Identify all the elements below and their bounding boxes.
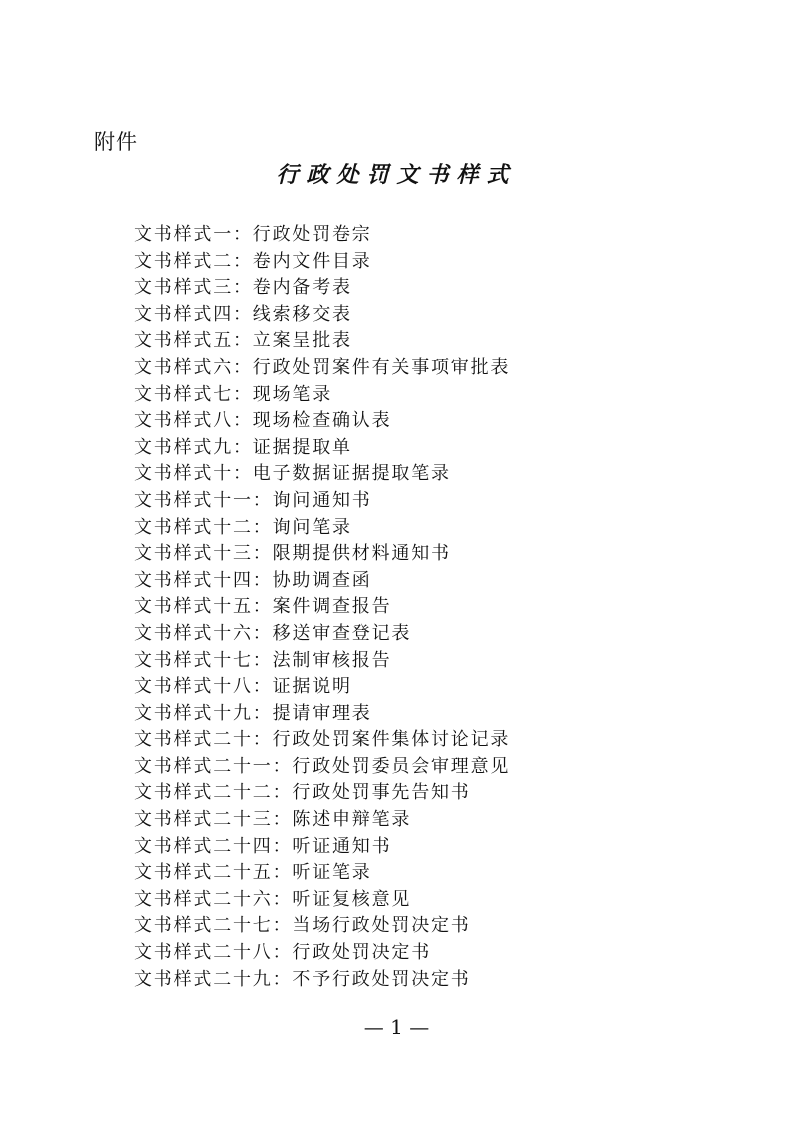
attachment-label: 附件	[94, 130, 138, 154]
list-item: 文书样式十八：证据说明	[134, 676, 352, 698]
list-item: 文书样式二十七：当场行政处罚决定书	[134, 915, 471, 937]
list-item: 文书样式二十三：陈述申辩笔录	[134, 809, 412, 831]
list-item: 文书样式七：现场笔录	[134, 383, 332, 405]
page-number: — 1 —	[363, 1015, 430, 1039]
list-item: 文书样式十：电子数据证据提取笔录	[134, 463, 451, 485]
list-item: 文书样式十一：询问通知书	[134, 489, 372, 511]
list-item: 文书样式二十五：听证笔录	[134, 862, 372, 884]
list-item: 文书样式十九：提请审理表	[134, 702, 372, 724]
list-item: 文书样式十三：限期提供材料通知书	[134, 543, 451, 565]
list-item: 文书样式十五：案件调查报告	[134, 596, 392, 618]
list-item: 文书样式四：线索移交表	[134, 303, 352, 325]
list-item: 文书样式二十八：行政处罚决定书	[134, 942, 431, 964]
list-item: 文书样式五：立案呈批表	[134, 330, 352, 352]
list-item: 文书样式二十四：听证通知书	[134, 835, 392, 857]
list-item: 文书样式六：行政处罚案件有关事项审批表	[134, 356, 511, 378]
list-item: 文书样式八：现场检查确认表	[134, 410, 392, 432]
list-item: 文书样式十二：询问笔录	[134, 516, 352, 538]
list-item: 文书样式二：卷内文件目录	[134, 250, 372, 272]
list-item: 文书样式二十：行政处罚案件集体讨论记录	[134, 729, 511, 751]
list-item: 文书样式九：证据提取单	[134, 436, 352, 458]
list-item: 文书样式二十六：听证复核意见	[134, 888, 412, 910]
document-title: 行政处罚文书样式	[276, 162, 517, 188]
document-style-list	[134, 222, 510, 993]
list-item: 文书样式二十二：行政处罚事先告知书	[134, 782, 471, 804]
list-item: 文书样式十六：移送审查登记表	[134, 622, 412, 644]
list-item: 文书样式十七：法制审核报告	[134, 649, 392, 671]
list-item: 文书样式十四：协助调查函	[134, 569, 372, 591]
list-item: 文书样式三：卷内备考表	[134, 277, 352, 299]
list-item: 文书样式二十一：行政处罚委员会审理意见	[134, 755, 511, 777]
list-item: 文书样式二十九：不予行政处罚决定书	[134, 968, 471, 990]
list-item: 文书样式一：行政处罚卷宗	[134, 224, 372, 245]
